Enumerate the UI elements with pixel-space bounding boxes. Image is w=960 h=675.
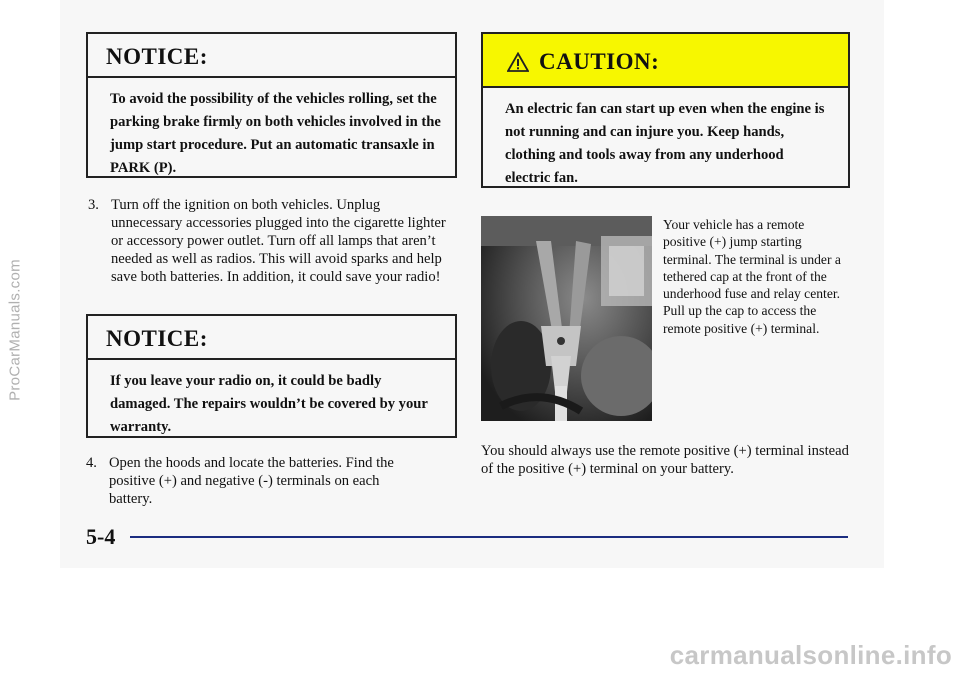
notice-title: NOTICE: <box>106 44 208 69</box>
notice-body: If you leave your radio on, it could be badly damaged. The repairs wouldn’t be covered by your warranty. <box>110 373 428 435</box>
side-watermark <box>0 0 30 675</box>
step-4 <box>86 454 416 508</box>
notice-header <box>88 316 455 360</box>
step-3 <box>88 196 452 286</box>
notice-title: NOTICE: <box>106 326 208 351</box>
step-text: Open the hoods and locate the batteries. Find the positive (+) and negative (-) terminals on each battery. <box>109 455 394 507</box>
notice-box-radio <box>86 314 457 438</box>
step-text: Turn off the ignition on both vehicles. Unplug unnecessary accessories plugged into the cigarette lighter or accessory power outlet. Turn off all lamps that aren’t needed as well as radios. This will avoid sparks and help save both batteries. In addition, it could save your radio! <box>111 197 446 285</box>
caution-title-row <box>507 49 659 75</box>
notice-box-parking <box>86 32 457 178</box>
warning-triangle-icon <box>507 52 529 72</box>
notice-body: To avoid the possibility of the vehicles rolling, set the parking brake firmly on both vehicles involved in the jump start procedure. Put an automatic transaxle in PARK (P). <box>110 91 441 176</box>
caution-body: An electric fan can start up even when the engine is not running and can injure you. Keep hands, clothing and tools away from any underhood electric fan. <box>505 101 825 186</box>
bottom-watermark: carmanualsonline.info <box>669 640 952 670</box>
caution-box-fan <box>481 32 850 188</box>
caution-header <box>483 34 848 88</box>
caution-title: CAUTION: <box>539 49 660 74</box>
remote-terminal-note: You should always use the remote positive (+) terminal instead of the positive (+) terminal on your battery. <box>481 443 849 477</box>
side-watermark-text: ProCarManuals.com <box>6 259 24 401</box>
page-number: 5-4 <box>86 524 116 549</box>
jumper-cable-clamp-photo <box>481 216 652 421</box>
notice-header <box>88 34 455 78</box>
step-number: 4. <box>86 455 97 471</box>
footer-rule <box>130 536 848 538</box>
photo-caption: Your vehicle has a remote positive (+) jump starting terminal. The terminal is under a tethered cap at the front of the underhood fuse and relay center. Pull up the cap to access the remote positive (+) terminal. <box>663 217 841 336</box>
step-number: 3. <box>88 197 99 213</box>
